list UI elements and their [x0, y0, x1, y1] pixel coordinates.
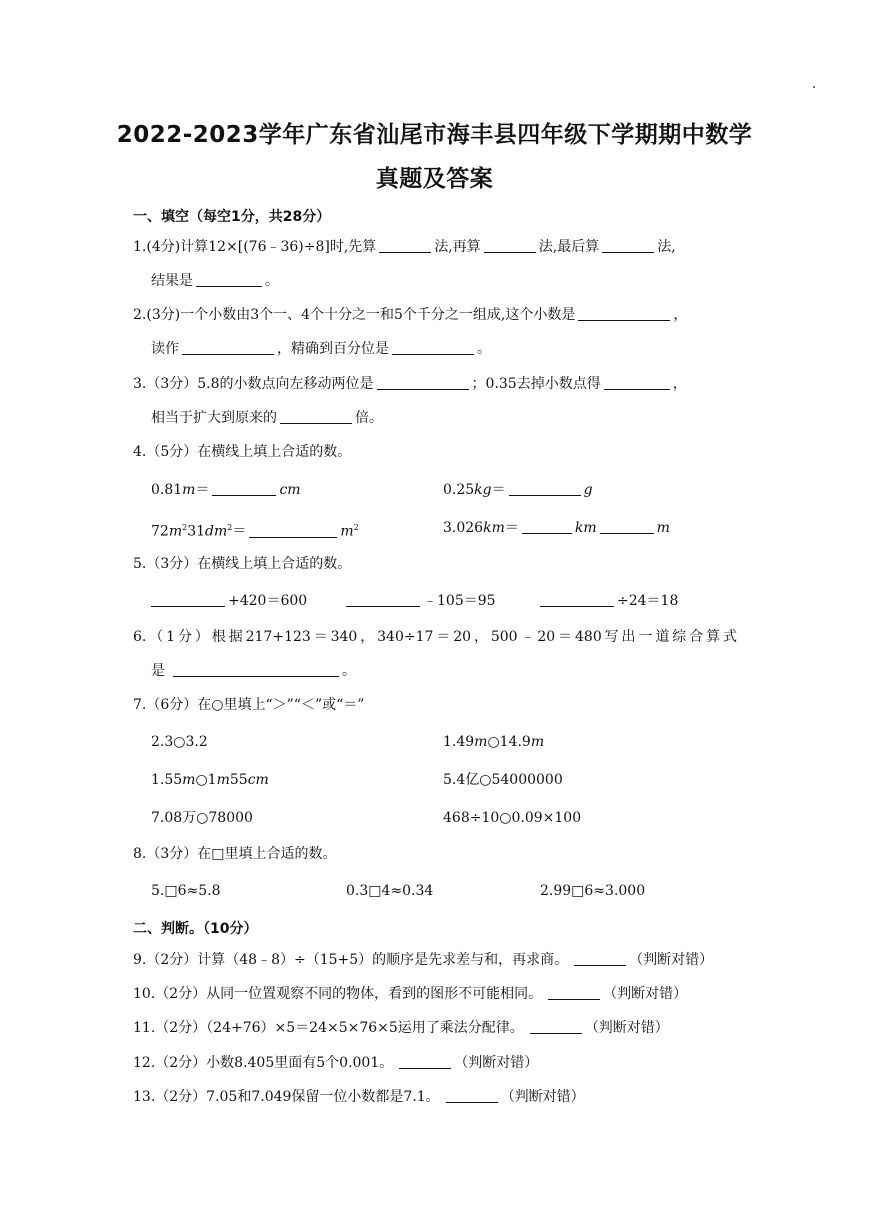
question-8-stem: 8.（3分）在□里填上合适的数。 [133, 846, 337, 862]
question-13: 13.（2分）7.05和7.049保留一位小数都是7.1。 （判断对错） [133, 1089, 585, 1105]
question-7-item-c: 1.55m○1m55cm [151, 772, 269, 788]
question-8-item-a: 5.□6≈5.8 [151, 883, 221, 899]
section-heading-fill: 一、填空（每空1分，共28分） [133, 209, 331, 225]
question-1-line1: 1.(4分)计算12×[(76﹣36)÷8]时,先算 法,再算 法,最后算 法, [133, 239, 676, 255]
question-5-item-a: +420＝600 [151, 592, 307, 610]
question-7-item-e: 7.08万○78000 [151, 810, 253, 826]
answer-blank[interactable] [509, 481, 581, 496]
section-heading-judge: 二、判断。（10分） [133, 921, 258, 937]
answer-blank[interactable] [377, 375, 469, 390]
question-11: 11.（2分）（24+76）×5＝24×5×76×5运用了乘法分配律。 （判断对错） [133, 1020, 669, 1036]
answer-blank[interactable] [280, 409, 352, 424]
question-8-item-b: 0.3□4≈0.34 [346, 883, 434, 899]
question-12: 12.（2分）小数8.405里面有5个0.001。 （判断对错） [133, 1055, 539, 1071]
answer-blank[interactable] [600, 519, 654, 534]
doc-title-line2: 真题及答案 [375, 166, 494, 192]
answer-blank[interactable] [484, 238, 536, 253]
question-8-item-c: 2.99□6≈3.000 [540, 883, 646, 899]
question-10: 10.（2分）从同一位置观察不同的物体，看到的图形不可能相同。 （判断对错） [133, 986, 688, 1002]
answer-blank[interactable] [530, 1019, 582, 1034]
answer-blank[interactable] [392, 340, 474, 355]
question-4-item-b: 0.25kg＝ g [443, 482, 593, 498]
question-3-line1: 3.（3分）5.8的小数点向左移动两位是 ；0.35去掉小数点得 ， [133, 376, 687, 392]
doc-title-line1: 2022-2023学年广东省汕尾市海丰县四年级下学期期中数学 [116, 122, 753, 148]
answer-blank[interactable] [578, 306, 670, 321]
answer-blank[interactable] [196, 272, 262, 287]
answer-blank[interactable] [379, 238, 431, 253]
question-1-line2: 结果是 。 [151, 273, 279, 289]
answer-blank[interactable] [446, 1088, 498, 1103]
answer-blank[interactable] [604, 375, 670, 390]
answer-blank[interactable] [548, 985, 600, 1000]
answer-blank[interactable] [346, 592, 420, 607]
question-7-item-f: 468÷10○0.09×100 [443, 810, 582, 826]
question-5-item-c: ÷24＝18 [540, 592, 678, 610]
answer-blank[interactable] [540, 592, 614, 607]
answer-blank[interactable] [522, 519, 572, 534]
answer-blank[interactable] [602, 238, 654, 253]
question-2-line2: 读作 ，精确到百分位是 。 [151, 341, 491, 357]
answer-blank[interactable] [182, 340, 274, 355]
question-6-line2: 是 。 [151, 663, 356, 679]
answer-blank[interactable] [173, 662, 339, 677]
question-9: 9.（2分）计算（48﹣8）÷（15+5）的顺序是先求差与和，再求商。 （判断对错） [133, 952, 714, 968]
question-4-item-c: $72m^231dm^2= m^2$ [151, 523, 359, 540]
answer-blank[interactable] [249, 523, 337, 538]
question-5-stem: 5.（3分）在横线上填上合适的数。 [133, 556, 352, 572]
answer-blank[interactable] [151, 592, 225, 607]
question-6-line1: 6.（1分）根据217+123＝340，340÷17＝20，500﹣20＝480写出一道综合算式 [133, 629, 737, 645]
question-4-item-d: 3.026km＝ km m [443, 520, 670, 536]
answer-blank[interactable] [212, 481, 276, 496]
question-5-item-b: ﹣105＝95 [346, 592, 496, 610]
question-2-line1: 2.(3分)一个小数由3个一、4个十分之一和5个千分之一组成,这个小数是 ， [133, 307, 688, 323]
question-7-stem: 7.（6分）在○里填上“＞”“＜”或“＝” [133, 697, 365, 713]
question-7-item-d: 5.4亿○54000000 [443, 772, 563, 788]
question-7-item-b: 1.49m○14.9m [443, 734, 545, 750]
question-4-stem: 4.（5分）在横线上填上合适的数。 [133, 444, 352, 460]
question-7-item-a: 2.3○3.2 [151, 734, 208, 750]
answer-blank[interactable] [574, 951, 626, 966]
answer-blank[interactable] [399, 1054, 451, 1069]
question-3-line2: 相当于扩大到原来的 倍。 [151, 410, 383, 426]
question-4-item-a: 0.81m＝ cm [151, 482, 301, 498]
stray-dot [813, 86, 815, 88]
